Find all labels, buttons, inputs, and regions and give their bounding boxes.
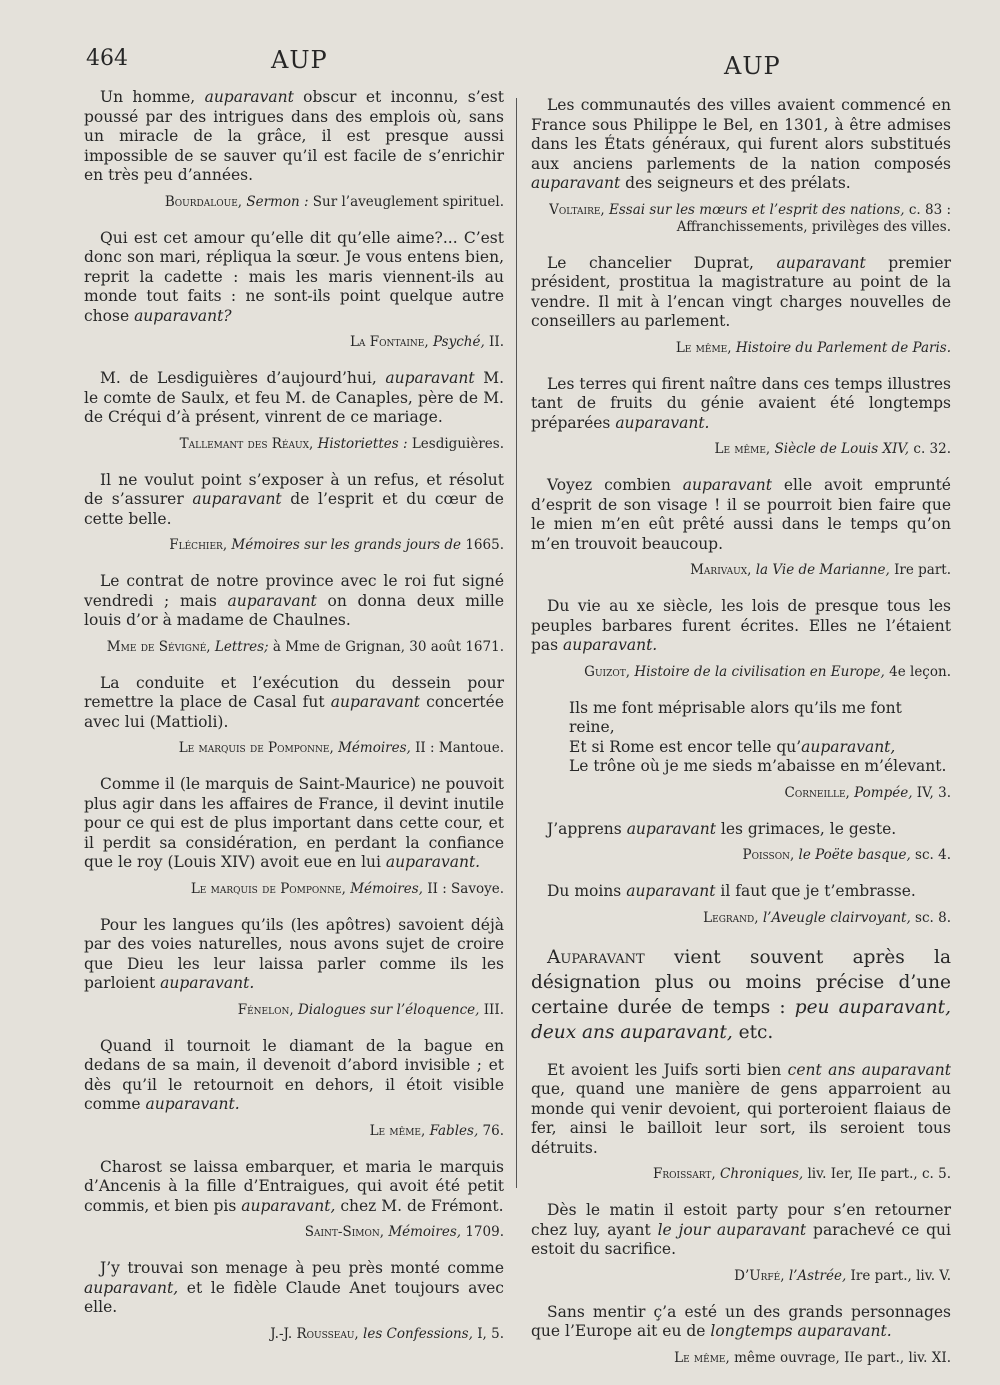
quote-text: Le contrat de notre province avec le roi fut signé vendredi ; mais xyxy=(84,572,504,610)
citation-author: Fénelon, xyxy=(237,1001,294,1018)
quote-keyword: auparavant. xyxy=(385,853,481,871)
quotation xyxy=(531,1061,951,1159)
citation-work: Fables, xyxy=(429,1122,479,1139)
citation-author: Voltaire, xyxy=(549,201,605,218)
quotation xyxy=(84,1158,504,1217)
running-head-right: AUP xyxy=(724,52,781,80)
quote-keyword: auparavant. xyxy=(145,1095,240,1113)
quotation xyxy=(84,471,504,530)
citation xyxy=(531,910,951,927)
column-rule xyxy=(516,98,517,1188)
citation-work: la Vie de Marianne, xyxy=(755,562,890,578)
headword: Auparavant xyxy=(547,946,645,968)
quote-keyword: auparavant xyxy=(192,490,282,508)
quote-text-end: M. le comte de Saulx, et feu M. de Canaples, père de M. de Créqui d’à présent, vinrent de ce mariage. xyxy=(84,369,504,426)
verse-quote xyxy=(531,699,951,802)
quote-text-end: il faut que je t’embrasse. xyxy=(715,882,916,900)
quote-text: J’apprens xyxy=(547,819,627,838)
quotation xyxy=(531,254,951,332)
citation-work: Siècle de Louis XIV, xyxy=(774,441,910,457)
quotation xyxy=(531,1303,951,1342)
citation xyxy=(84,740,504,757)
quote-text-end: parachevé ce qui estoit du sacrifice. xyxy=(531,1220,952,1258)
citation xyxy=(531,664,951,681)
verse-line xyxy=(531,699,951,738)
citation-ref: III. xyxy=(479,1001,504,1018)
citation xyxy=(531,441,951,458)
citation-ref: même ouvrage, IIe part., liv. XI. xyxy=(734,1349,951,1366)
quote-text: Pour les langues qu’ils (les apôtres) savoient déjà par des voies naturelles, nous avons sujet de croire que Dieu les leur laissa parler comme ils les parloient xyxy=(84,915,504,992)
quote-keyword: auparavant, xyxy=(84,1278,179,1297)
quote-keyword: longtemps auparavant. xyxy=(710,1322,892,1340)
quote-keyword: auparavant. xyxy=(615,413,710,432)
citation-ref: sc. 4. xyxy=(910,847,951,863)
citation-ref: II. xyxy=(484,334,504,350)
citation xyxy=(531,785,951,802)
citation xyxy=(84,436,504,453)
citation-ref: I, 5. xyxy=(472,1325,504,1342)
citation-work: Dialogues sur l’éloquence, xyxy=(297,1001,480,1018)
right-quotes-1 xyxy=(531,96,951,681)
quote-text: Sans mentir ç’a esté un des grands personnages que l’Europe ait eu de xyxy=(531,1302,951,1340)
quote-keyword: cent ans auparavant xyxy=(787,1060,952,1079)
definition-text: vient souvent après la désignation plus ou moins précise d’une certaine durée de temps : xyxy=(531,946,951,1018)
running-head-left: AUP xyxy=(271,46,328,74)
quote-keyword: auparavant? xyxy=(134,306,232,325)
quote-text: Voyez combien xyxy=(547,476,683,494)
citation xyxy=(531,1350,951,1367)
quote-text-end: chez M. de Frémont. xyxy=(335,1196,504,1215)
citation-author: Le marquis de Pomponne, xyxy=(178,740,334,756)
quote-keyword: auparavant xyxy=(531,174,621,192)
citation-ref: liv. Ier, IIe part., c. 5. xyxy=(803,1166,951,1182)
citation-work: l’Aveugle clairvoyant, xyxy=(762,909,911,926)
citation-ref: Sur l’aveuglement spirituel. xyxy=(308,193,504,210)
quote-text: Charost se laissa embarquer, et maria le marquis d’Ancenis à la fille d’Entraigues, qui avoit été petit commis, et bien pis xyxy=(84,1157,504,1215)
quote-keyword: auparavant xyxy=(204,88,294,106)
citation-author: Saint-Simon, xyxy=(304,1224,385,1240)
quotation xyxy=(84,674,504,733)
citation-work: Psyché, xyxy=(432,334,485,350)
citation-work: Mémoires, xyxy=(338,740,411,756)
verse-text: Et si Rome est encor telle qu’ xyxy=(569,737,802,756)
quotation xyxy=(84,229,504,327)
quote-text-end: obscur et inconnu, s’est poussé par des intrigues dans des emplois où, sans un miracle de la grâce, il est presque aussi impossible de se sauver qu’il est facile de s’enrichir en très peu d’années. xyxy=(84,88,504,184)
citation-work: Pompée, xyxy=(854,784,913,801)
quotation xyxy=(84,916,504,994)
quote-text-end: concertée avec lui (Mattioli). xyxy=(84,693,504,731)
quote-text: Du moins xyxy=(547,882,627,900)
citation-author: Le marquis de Pomponne, xyxy=(190,880,346,897)
quote-keyword: auparavant. xyxy=(160,974,255,992)
quotation xyxy=(531,96,951,194)
citation-work: Chroniques, xyxy=(720,1166,804,1182)
quote-keyword: auparavant xyxy=(776,253,866,272)
right-column xyxy=(531,96,951,1385)
left-column xyxy=(84,88,504,1361)
citation-author: Le même, xyxy=(369,1122,426,1139)
quotation xyxy=(531,375,951,434)
quote-text-end: des seigneurs et des prélats. xyxy=(620,174,851,192)
citation xyxy=(531,202,951,236)
verse-line xyxy=(531,757,951,777)
definition-italic: peu auparavant, deux ans auparavant, xyxy=(531,996,951,1043)
citation-author: Le même, xyxy=(674,1349,730,1366)
citation xyxy=(84,1002,504,1019)
citation-work: le Poëte basque, xyxy=(798,847,911,863)
quote-text-end: de l’esprit et du cœur de cette belle. xyxy=(84,490,504,528)
verse-line xyxy=(531,738,951,758)
citation-ref: 4e leçon. xyxy=(884,663,951,680)
citation-work: Mémoires, xyxy=(350,880,423,897)
citation-work: les Confessions, xyxy=(363,1325,473,1342)
quote-keyword: auparavant xyxy=(626,882,716,900)
citation xyxy=(84,881,504,898)
citation-work: Histoire de la civilisation en Europe, xyxy=(634,663,885,680)
quote-keyword: le jour auparavant xyxy=(657,1220,807,1239)
citation-author: Froissart, xyxy=(653,1166,716,1182)
citation-ref: Lesdiguières. xyxy=(407,435,504,452)
citation-author: Marivaux, xyxy=(690,562,752,578)
quote-text-end: les grimaces, le geste. xyxy=(715,819,897,838)
quote-text: Dès le matin il estoit party pour s’en retourner chez luy, ayant xyxy=(531,1201,951,1239)
citation-ref: II : Mantoue. xyxy=(410,740,504,756)
citation-author: Bourdaloue, xyxy=(164,193,243,210)
quote-text: Et avoient les Juifs sorti bien xyxy=(547,1060,788,1079)
citation xyxy=(84,1123,504,1140)
citation-ref: IV, 3. xyxy=(912,784,951,801)
quote-text: Qui est cet amour qu’elle dit qu’elle aime?... C’est donc son mari, répliqua la sœur. Je vous entens bien, reprit la cadette : mais les maris viennent-ils au monde tout faits : ne sont-ils point quelque autre chose xyxy=(84,228,504,325)
citation-author: Guizot, xyxy=(584,663,631,680)
citation-ref: 76. xyxy=(478,1122,504,1139)
quote-keyword: auparavant, xyxy=(241,1196,336,1215)
citation-ref: c. 83 : Affranchissements, privilèges des villes. xyxy=(676,201,951,235)
quote-text: Comme il (le marquis de Saint-Maurice) ne pouvoit plus agir dans les affaires de France, il devint inutile pour ce qui est de plus important dans cette cour, et il perdit sa considération, en perdant la confiance que le roy (Louis XIV) avoit eue en lui xyxy=(84,775,504,871)
citation xyxy=(84,194,504,211)
citation-ref: c. 32. xyxy=(909,441,951,457)
citation-ref: sc. 8. xyxy=(910,909,951,926)
citation-author: Tallemant des Réaux, xyxy=(179,435,314,452)
citation xyxy=(84,639,504,656)
quote-text-end: premier président, prostitua la magistrature au point de la vendre. Il mit à l’encan vingt charges nouvelles de conseillers au parlement. xyxy=(531,253,952,330)
quote-text: Un homme, xyxy=(100,88,205,106)
citation-author: D’Urfé, xyxy=(734,1267,785,1284)
quotation xyxy=(84,1259,504,1318)
quote-text-end: que, quand une manière de gens apparroient au monde qui venir devoient, qui porteroient flaiaus de fer, ainsi le bailloit leur sort, ils seroient tous détruits. xyxy=(531,1080,951,1157)
citation-work: Historiettes : xyxy=(317,435,408,452)
citation-ref: 1709. xyxy=(461,1224,504,1240)
quotation xyxy=(84,369,504,428)
quote-keyword: auparavant xyxy=(626,819,716,838)
citation-author: Legrand, xyxy=(703,909,759,926)
citation xyxy=(531,340,951,357)
quote-keyword: auparavant xyxy=(330,693,421,711)
citation-author: Mme de Sévigné, xyxy=(106,638,211,655)
quote-text: Le chancelier Duprat, xyxy=(547,253,777,272)
citation-work: Essai sur les mœurs et l’esprit des nations, xyxy=(609,201,905,218)
quote-keyword: auparavant xyxy=(385,369,475,387)
citation-author: Le même, xyxy=(675,339,732,356)
citation-ref: à Mme de Grignan, 30 août 1671. xyxy=(268,638,504,655)
quote-text: Les terres qui firent naître dans ces temps illustres tant de fruits du génie avaient été longtemps préparées xyxy=(531,374,951,432)
citation xyxy=(531,1166,951,1183)
citation-author: Poisson, xyxy=(742,847,795,863)
quotation xyxy=(84,1037,504,1115)
page-number: 464 xyxy=(86,46,128,71)
quotation xyxy=(84,572,504,631)
quote-keyword: auparavant. xyxy=(563,636,658,654)
quote-text: La conduite et l’exécution du dessein pour remettre la place de Casal fut xyxy=(84,673,504,711)
quote-text: Quand il tournoit le diamant de la bague en dedans de sa main, il devenoit d’abord invisible ; et dès qu’il le retournoit en dehors, il étoit visible comme xyxy=(84,1036,504,1113)
citation-ref: Ire part., liv. V. xyxy=(846,1267,951,1284)
citation-work: Histoire du Parlement de Paris. xyxy=(735,339,951,356)
right-quotes-2 xyxy=(531,820,951,927)
citation-author: La Fontaine, xyxy=(349,334,429,350)
citation-ref: 1665. xyxy=(461,537,504,553)
verse-text: Le trône où je me sieds m’abaisse en m’élevant. xyxy=(569,757,947,775)
citation-author: J.-J. Rousseau, xyxy=(270,1325,359,1342)
citation xyxy=(84,1224,504,1241)
quote-text: M. de Lesdiguières d’aujourd’hui, xyxy=(100,369,386,387)
citation xyxy=(84,334,504,351)
citation xyxy=(84,537,504,554)
citation-author: Fléchier, xyxy=(169,537,228,553)
citation xyxy=(531,847,951,864)
citation-author: Corneille, xyxy=(784,784,850,801)
citation xyxy=(531,1268,951,1285)
quote-text: Les communautés des villes avaient commencé en France sous Philippe le Bel, en 1301, à être admises dans les États généraux, qui furent alors substitués aux anciens parlements de la nation composés xyxy=(531,96,951,173)
quotation xyxy=(531,1201,951,1260)
quote-text-end: on donna deux mille louis d’or à madame de Chaulnes. xyxy=(84,591,504,629)
citation xyxy=(531,562,951,579)
citation-ref: II : Savoye. xyxy=(422,880,504,897)
right-quotes-3 xyxy=(531,1061,951,1367)
quotation xyxy=(531,820,951,840)
citation xyxy=(84,1326,504,1343)
main-definition xyxy=(531,945,951,1045)
quotation xyxy=(84,775,504,873)
citation-work: Sermon : xyxy=(246,193,309,210)
quote-text-end: et le fidèle Claude Anet toujours avec elle. xyxy=(84,1278,504,1316)
quote-text: Il ne voulut point s’exposer à un refus, et résolut de s’assurer xyxy=(84,470,504,508)
citation-work: Mémoires sur les grands jours de xyxy=(231,537,462,553)
definition-end: etc. xyxy=(732,1021,774,1043)
quotation xyxy=(531,882,951,902)
quote-text: Du vie au xe siècle, les lois de presque tous les peuples barbares furent écrites. Elles ne l’étaient pas xyxy=(531,597,951,654)
citation-work: Lettres; xyxy=(214,638,269,655)
citation-work: l’Astrée, xyxy=(788,1267,847,1284)
verse-text: Ils me font méprisable alors qu’ils me font reine, xyxy=(569,698,902,736)
quote-keyword: auparavant xyxy=(682,476,772,494)
citation-ref: Ire part. xyxy=(889,562,951,578)
citation-author: Le même, xyxy=(714,441,771,457)
verse-keyword: auparavant, xyxy=(801,737,896,756)
quote-text-end: elle avoit emprunté d’esprit de son visage ! il se pourroit bien faire que le mien m’en eût prêté aussi dans le temps qu’on m’en trouvoit beaucoup. xyxy=(531,476,951,553)
quote-keyword: auparavant xyxy=(227,591,317,610)
citation-work: Mémoires, xyxy=(388,1224,462,1240)
quotation xyxy=(531,597,951,656)
quotation xyxy=(531,476,951,554)
quote-text: J’y trouvai son menage à peu près monté comme xyxy=(100,1259,504,1277)
quotation xyxy=(84,88,504,186)
